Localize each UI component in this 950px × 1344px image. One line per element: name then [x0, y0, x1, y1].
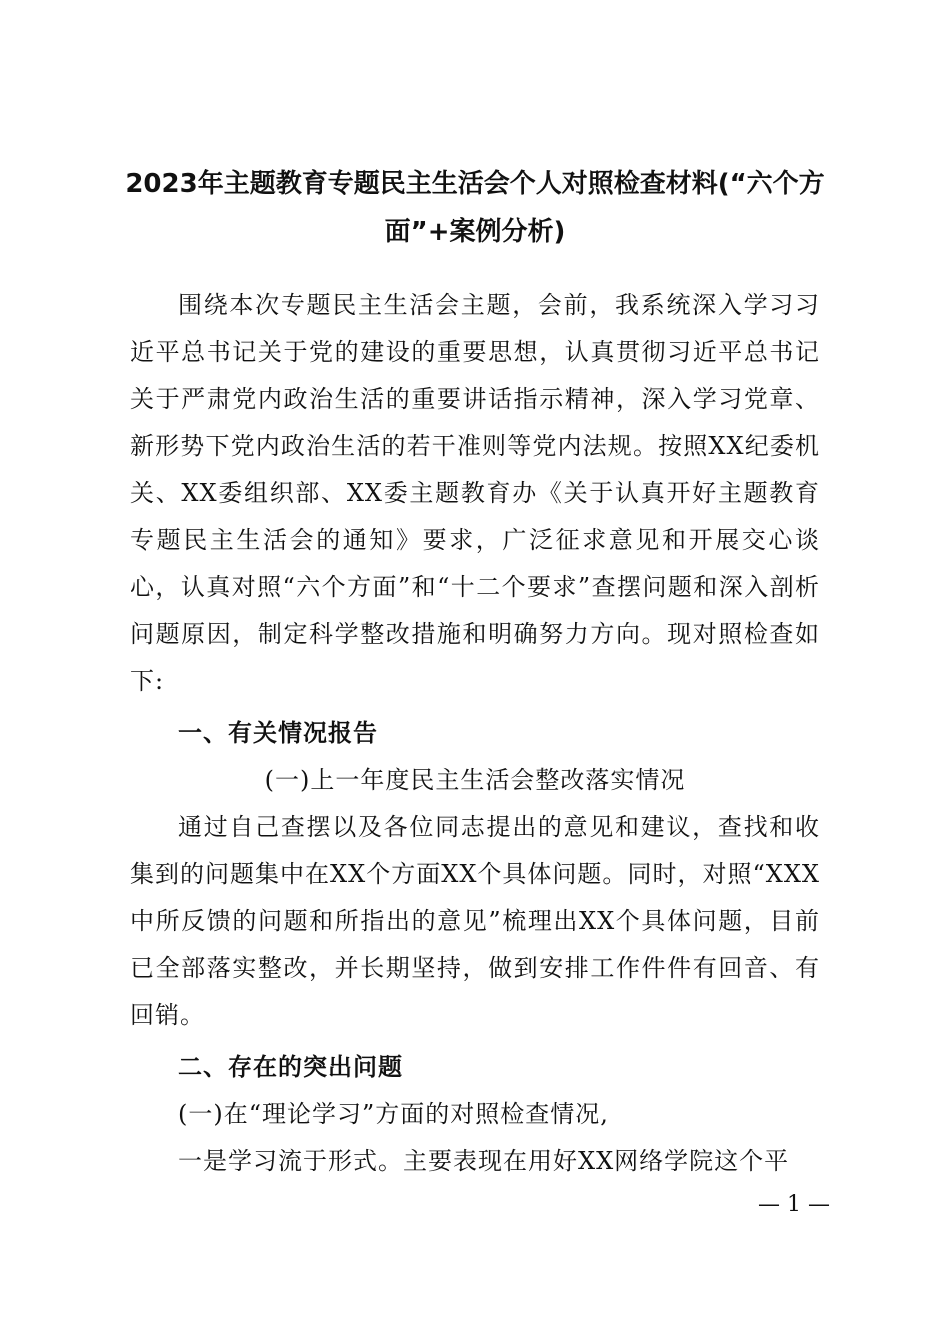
section1-paragraph: 通过自己查摆以及各位同志提出的意见和建议，查找和收集到的问题集中在XX个方面XX个具体问题。同时，对照“XXX中所反馈的问题和所指出的意见”梳理出XX个具体问题，目前已全部落实整改，并长期坚持，做到安排工作件件有回音、有回销。	[130, 813, 820, 1029]
document-title: 2023年主题教育专题民主生活会个人对照检查材料(“六个方面”+案例分析)	[125, 169, 825, 247]
section-subheading-2: (一)在“理论学习”方面的对照检查情况,	[178, 1100, 609, 1128]
section-heading-2: 二、存在的突出问题	[178, 1053, 403, 1081]
section2-paragraph: 一是学习流于形式。主要表现在用好XX网络学院这个平	[178, 1147, 790, 1175]
section-heading-1: 一、有关情况报告	[178, 719, 378, 747]
section-subheading-1: (一)上一年度民主生活会整改落实情况	[264, 766, 686, 794]
intro-paragraph: 围绕本次专题民主生活会主题，会前，我系统深入学习习近平总书记关于党的建设的重要思想，认真贯彻习近平总书记关于严肃党内政治生活的重要讲话指示精神，深入学习党章、新形势下党内政治生活的若干准则等党内法规。按照XX纪委机关、XX委组织部、XX委主题教育办《关于认真开好主题教育专题民主生活会的通知》要求，广泛征求意见和开展交心谈心，认真对照“六个方面”和“十二个要求”查摆问题和深入剖析问题原因，制定科学整改措施和明确努力方向。现对照检查如下:	[130, 291, 820, 695]
page-number: — 1 —	[758, 1192, 830, 1217]
document-body	[130, 282, 820, 1185]
